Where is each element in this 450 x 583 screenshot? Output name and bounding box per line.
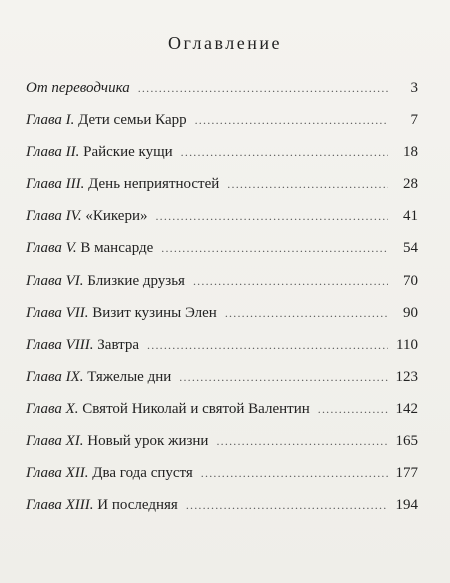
toc-entry-page: 194 <box>395 497 418 514</box>
dot-leader <box>138 81 388 96</box>
toc-entry-page: 177 <box>395 465 418 482</box>
toc-entry <box>26 305 418 337</box>
toc-entry-prefix: От переводчика <box>26 80 130 96</box>
dot-leader <box>318 402 388 417</box>
toc-entry <box>26 80 418 112</box>
toc-entry-label <box>26 240 153 257</box>
toc-entry-page: 90 <box>403 304 418 321</box>
toc-entry-title: Тяжелые дни <box>87 368 172 385</box>
toc-entry <box>26 112 418 144</box>
toc-entry <box>26 176 418 208</box>
dot-leader <box>161 241 388 256</box>
toc-entry-title: Новый урок жизни <box>87 433 209 450</box>
toc-entry <box>26 433 418 465</box>
dot-leader <box>155 209 388 224</box>
toc-entry <box>26 144 418 176</box>
toc-entry-prefix: Глава VI. <box>26 272 84 289</box>
toc-entry-prefix: Глава XI. <box>26 433 84 450</box>
toc-entry-prefix: Глава XIII. <box>26 497 94 514</box>
toc-entry-page: 110 <box>396 336 418 353</box>
toc-entry <box>26 208 418 240</box>
toc-entry-title: Визит кузины Элен <box>92 304 217 321</box>
toc-entry-prefix: Глава IV. <box>26 208 82 225</box>
toc-entry-label <box>26 112 187 129</box>
toc-entry-label <box>26 80 130 97</box>
toc-entry-prefix: Глава V. <box>26 240 77 257</box>
dot-leader <box>201 466 388 481</box>
toc-entry-page: 3 <box>410 80 418 96</box>
toc-entry-prefix: Глава III. <box>26 176 85 193</box>
toc-entry-prefix: Глава IX. <box>26 368 84 385</box>
table-of-contents <box>26 80 418 529</box>
toc-entry-label <box>26 497 178 514</box>
dot-leader <box>186 498 388 513</box>
dot-leader <box>193 274 388 289</box>
toc-entry <box>26 273 418 305</box>
toc-entry-page: 123 <box>395 368 418 385</box>
toc-entry-title: И последняя <box>97 497 178 514</box>
dot-leader <box>227 177 388 192</box>
toc-entry-title: Святой Николай и святой Валентин <box>82 400 310 417</box>
toc-entry-page: 54 <box>403 240 418 257</box>
toc-entry-title: В мансарде <box>80 240 154 257</box>
toc-entry <box>26 337 418 369</box>
toc-entry-title: «Кикери» <box>85 208 148 225</box>
dot-leader <box>181 145 388 160</box>
dot-leader <box>195 113 388 128</box>
toc-entry-prefix: Глава X. <box>26 400 79 417</box>
page-title: Оглавление <box>168 33 282 53</box>
toc-entry-prefix: Глава I. <box>26 112 75 129</box>
toc-entry-page: 41 <box>403 208 418 225</box>
toc-entry-title: Близкие друзья <box>87 272 185 289</box>
toc-entry-label <box>26 176 219 193</box>
toc-entry-title: Два года спустя <box>92 465 193 482</box>
toc-entry-page: 142 <box>395 400 418 417</box>
toc-entry-page: 7 <box>410 112 418 129</box>
toc-entry-prefix: Глава XII. <box>26 465 89 482</box>
toc-entry-prefix: Глава VII. <box>26 304 89 321</box>
toc-entry-page: 18 <box>403 144 418 161</box>
toc-entry-title: Райские кущи <box>83 144 173 161</box>
toc-entry-label <box>26 465 193 482</box>
toc-entry-title: Завтра <box>97 336 140 353</box>
toc-entry-label <box>26 401 310 418</box>
toc-entry-title: Дети семьи Карр <box>78 112 187 129</box>
toc-entry-title: День неприятностей <box>88 176 220 193</box>
dot-leader <box>179 370 387 385</box>
toc-entry-label <box>26 273 185 290</box>
dot-leader <box>147 338 388 353</box>
toc-entry-label <box>26 144 173 161</box>
toc-entry-page: 28 <box>403 176 418 193</box>
dot-leader <box>216 434 387 449</box>
toc-entry-label <box>26 305 217 322</box>
toc-entry-label <box>26 208 147 225</box>
toc-entry-label <box>26 433 208 450</box>
toc-entry <box>26 497 418 529</box>
toc-entry <box>26 240 418 272</box>
dot-leader <box>225 306 388 321</box>
toc-entry-page: 70 <box>403 272 418 289</box>
toc-entry-page: 165 <box>395 433 418 450</box>
toc-entry-label <box>26 337 139 354</box>
toc-entry <box>26 465 418 497</box>
toc-entry <box>26 401 418 433</box>
toc-entry-prefix: Глава II. <box>26 144 80 161</box>
toc-entry-label <box>26 369 171 386</box>
toc-entry <box>26 369 418 401</box>
toc-entry-prefix: Глава VIII. <box>26 336 94 353</box>
